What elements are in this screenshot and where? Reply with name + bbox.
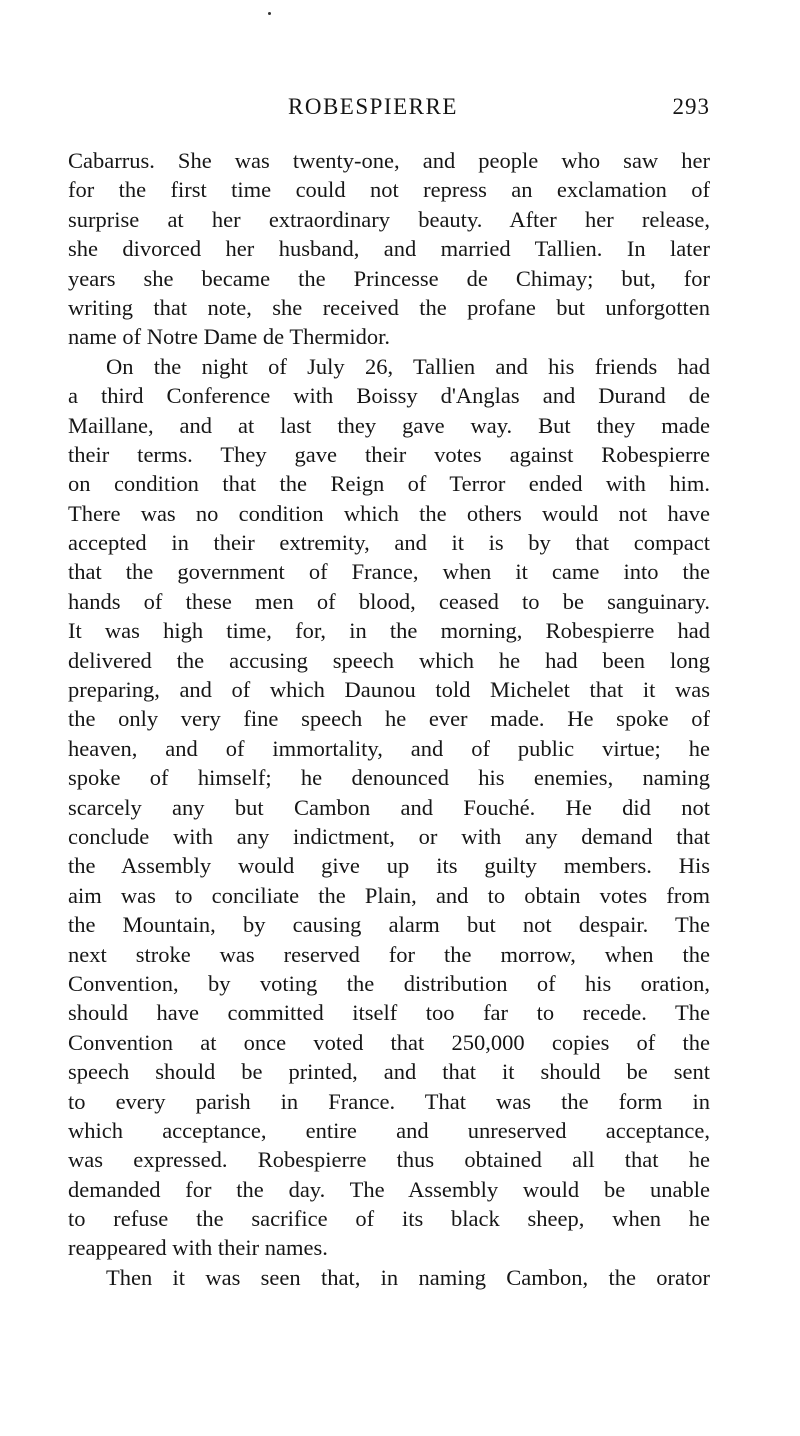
text-line: to every parish in France. That was the form in (68, 1088, 710, 1114)
text-line: On the night of July 26, Tallien and his friends had (106, 353, 710, 379)
text-line: Then it was seen that, in naming Cambon, the orator (106, 1264, 710, 1290)
text-line: on condition that the Reign of Terror ended with him. (68, 471, 710, 497)
text-line: was expressed. Robespierre thus obtained all that he (68, 1147, 710, 1173)
text-line: the only very fine speech he ever made. He spoke of (68, 706, 710, 732)
text-line: Cabarrus. She was twenty-one, and people who saw her (68, 148, 710, 173)
text-line: to refuse the sacrifice of its black sheep, when he (68, 1206, 710, 1232)
text-line: accepted in their extremity, and it is by that compact (68, 530, 710, 556)
text-line: name of Notre Dame de Thermidor. (68, 324, 390, 350)
text-line: which acceptance, entire and unreserved acceptance, (68, 1117, 710, 1143)
running-title: ROBESPIERRE (288, 94, 458, 119)
text-line: conclude with any indictment, or with any demand that (68, 823, 710, 849)
text-line: There was no condition which the others would not have (68, 500, 710, 526)
page-header (68, 94, 710, 126)
scan-speck (268, 12, 271, 15)
text-line: preparing, and of which Daunou told Michelet that it was (68, 677, 710, 703)
text-line: Convention, by voting the distribution of his oration, (68, 970, 710, 996)
text-line: the Mountain, by causing alarm but not despair. The (68, 912, 710, 938)
page-number: 293 (672, 94, 710, 119)
text-line: that the government of France, when it came into the (68, 559, 710, 585)
body-text (68, 146, 710, 1292)
text-line: Maillane, and at last they gave way. But they made (68, 412, 710, 438)
text-line: next stroke was reserved for the morrow, when the (68, 941, 710, 967)
text-line: delivered the accusing speech which he had been long (68, 647, 710, 673)
text-line: heaven, and of immortality, and of public virtue; he (68, 735, 710, 761)
text-line: aim was to conciliate the Plain, and to obtain votes from (68, 882, 710, 908)
text-line: for the first time could not repress an exclamation of (68, 177, 710, 203)
text-line: Convention at once voted that 250,000 copies of the (68, 1029, 710, 1055)
text-line: the Assembly would give up its guilty members. His (68, 853, 710, 879)
text-line: scarcely any but Cambon and Fouché. He did not (68, 794, 710, 820)
text-line: speech should be printed, and that it should be sent (68, 1059, 710, 1085)
text-line: writing that note, she received the profane but unforgotten (68, 294, 710, 320)
text-line: It was high time, for, in the morning, Robespierre had (68, 618, 710, 644)
text-line: their terms. They gave their votes against Robespierre (68, 441, 710, 467)
text-line: reappeared with their names. (68, 1235, 328, 1261)
text-line: a third Conference with Boissy d'Anglas and Durand de (68, 383, 710, 409)
text-line: surprise at her extraordinary beauty. After her release, (68, 206, 710, 232)
text-line: she divorced her husband, and married Tallien. In later (68, 236, 710, 262)
text-line: years she became the Princesse de Chimay; but, for (68, 265, 710, 291)
text-line: hands of these men of blood, ceased to be sanguinary. (68, 588, 710, 614)
text-line: spoke of himself; he denounced his enemies, naming (68, 765, 710, 791)
text-line: should have committed itself too far to recede. The (68, 1000, 710, 1026)
text-line: demanded for the day. The Assembly would be unable (68, 1176, 710, 1202)
